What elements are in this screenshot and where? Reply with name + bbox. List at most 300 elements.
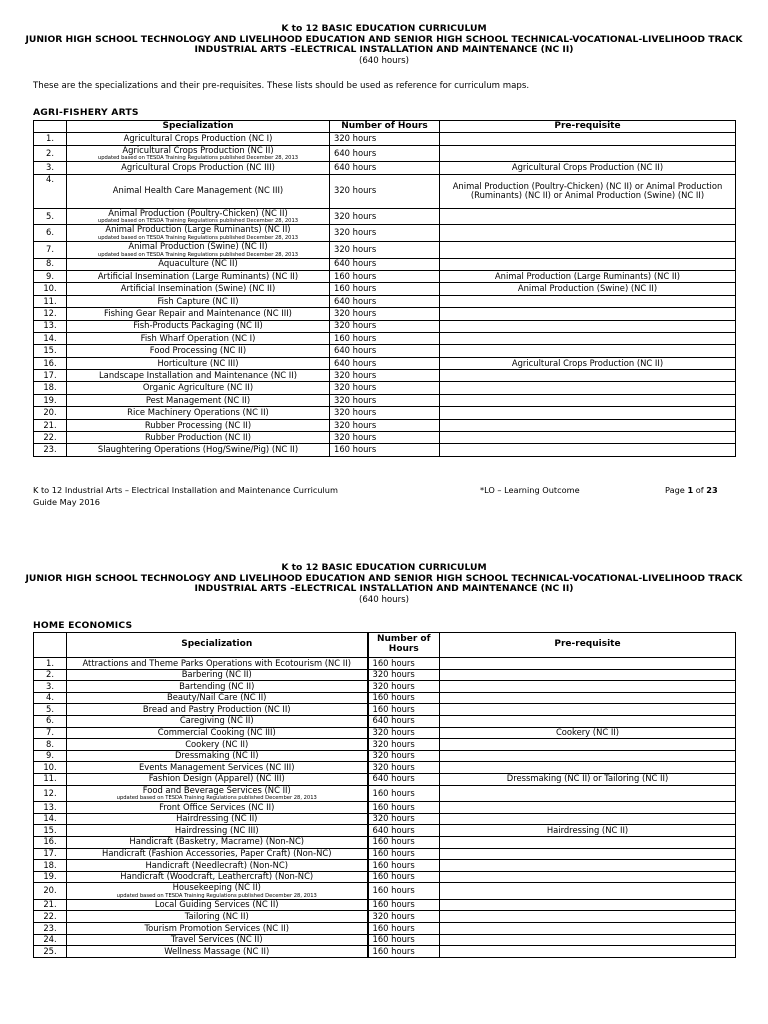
prerequisite-cell [440,658,736,670]
prerequisite-cell [440,419,736,431]
table-row [34,658,736,670]
row-number: 1. [34,658,67,670]
specialization-name: Tailoring (NC II) [184,910,249,921]
intro-text: These are the specializations and their pre-requisites. These lists should be used as reference for curriculum maps. [33,81,530,91]
table-row [34,836,736,848]
prerequisite-cell: Animal Production (Large Ruminants) (NC II) [440,270,736,282]
specialization-cell [67,162,330,174]
prerequisite-cell [440,382,736,394]
specialization-name: Beauty/Nail Care (NC II) [167,692,267,703]
hours-cell: 320 hours [330,382,440,394]
page-total: 23 [706,485,718,495]
page-header [0,0,768,66]
specialization-cell [67,357,330,369]
specialization-name: Food and Beverage Services (NC II) [142,784,291,795]
table-row [34,295,736,307]
hours-cell: 160 hours [368,848,440,860]
table-row [34,241,736,258]
table-row [34,444,736,456]
hours-cell: 160 hours [368,899,440,911]
specialization-cell [67,836,368,848]
specialization-cell [67,750,368,762]
table-row [34,727,736,739]
header-hours: (640 hours) [358,594,409,605]
prerequisite-cell [440,934,736,946]
prerequisite-cell [440,739,736,751]
specialization-cell [67,258,330,270]
prerequisite-cell [440,802,736,814]
header-line-2: JUNIOR HIGH SCHOOL TECHNOLOGY AND LIVELIHOOD EDUCATION AND SENIOR HIGH SCHOOL TECHNICAL-VOCATIONAL-LIVELIHOOD TRACK [25,33,743,45]
page-label: Page [665,485,685,495]
table-row [34,419,736,431]
specialization-name: Commercial Cooking (NC III) [157,727,276,738]
table-row [34,739,736,751]
specialization-cell [67,704,368,716]
specialization-name: Bread and Pastry Production (NC II) [142,703,291,714]
row-number: 3. [34,681,67,693]
row-number: 16. [34,836,67,848]
row-number: 4. [34,692,67,704]
specialization-name: Dressmaking (NC II) [174,750,259,761]
row-number: 14. [34,813,67,825]
hours-cell: 160 hours [330,270,440,282]
prerequisite-cell: Agricultural Crops Production (NC II) [440,357,736,369]
hours-cell: 160 hours [368,860,440,872]
prerequisite-cell [440,241,736,258]
agri-fishery-table [33,120,736,457]
table-row [34,785,736,802]
specialization-cell [67,174,330,208]
hours-cell: 320 hours [330,407,440,419]
table-row [34,946,736,958]
hours-cell: 320 hours [330,370,440,382]
document-page-1 [0,0,768,507]
specialization-name: Caregiving (NC II) [179,715,254,726]
row-number: 18. [34,382,67,394]
specialization-name: Agricultural Crops Production (NC III) [121,162,275,173]
prerequisite-cell [440,225,736,242]
table-row [34,382,736,394]
row-number: 19. [34,871,67,883]
row-number: 5. [34,208,67,225]
row-number: 17. [34,848,67,860]
specialization-cell [67,370,330,382]
prerequisite-cell [440,320,736,332]
hours-cell: 320 hours [368,762,440,774]
row-number: 15. [34,345,67,357]
table-row [34,320,736,332]
table-row [34,308,736,320]
header-line-1: K to 12 BASIC EDUCATION CURRICULUM [281,562,487,573]
hours-cell: 320 hours [330,394,440,406]
specialization-name: Local Guiding Services (NC II) [154,899,279,910]
prerequisite-cell [440,715,736,727]
specialization-name: Attractions and Theme Parks Operations with Ecotourism (NC II) [82,657,352,668]
specialization-cell [67,283,330,295]
row-number: 25. [34,946,67,958]
prerequisite-cell [440,860,736,872]
prerequisite-cell [440,813,736,825]
update-note: updated based on TESDA Training Regulations published December 28, 2013 [97,251,299,258]
specialization-cell [67,802,368,814]
prerequisite-cell [440,946,736,958]
row-number: 10. [34,283,67,295]
row-number: 13. [34,320,67,332]
specialization-name: Fish Wharf Operation (NC I) [140,332,256,343]
table-row [34,432,736,444]
header-line-3: INDUSTRIAL ARTS –ELECTRICAL INSTALLATION AND MAINTENANCE (NC II) [194,583,574,594]
specialization-cell [67,444,330,456]
specialization-name: Travel Services (NC II) [170,934,263,945]
row-number: 14. [34,332,67,344]
row-number: 21. [34,899,67,911]
footer-page-number [665,484,718,496]
prerequisite-cell [440,345,736,357]
table-row [34,208,736,225]
hours-cell: 160 hours [330,283,440,295]
prerequisite-cell [440,432,736,444]
table-row [34,883,736,900]
section-title-agri: AGRI-FISHERY ARTS [33,107,139,118]
table-row [34,813,736,825]
table-row [34,162,736,174]
prerequisite-cell [440,669,736,681]
prerequisite-cell [440,208,736,225]
row-number: 2. [34,669,67,681]
specialization-cell [67,923,368,935]
hours-cell: 160 hours [368,871,440,883]
row-number: 3. [34,162,67,174]
specialization-cell [67,432,330,444]
specialization-cell [67,860,368,872]
specialization-cell [67,208,330,225]
hours-cell: 320 hours [330,174,440,208]
prerequisite-cell [440,681,736,693]
specialization-cell [67,320,330,332]
header-cell-specialization: Specialization [67,633,368,658]
row-number: 12. [34,308,67,320]
specialization-name: Rice Machinery Operations (NC II) [127,407,269,418]
header-line-2: JUNIOR HIGH SCHOOL TECHNOLOGY AND LIVELIHOOD EDUCATION AND SENIOR HIGH SCHOOL TECHNICAL-VOCATIONAL-LIVELIHOOD TRACK [25,572,743,584]
specialization-name: Artificial Insemination (Large Ruminants) (NC II) [97,270,299,281]
prerequisite-cell [440,704,736,716]
prerequisite-cell [440,785,736,802]
specialization-name: Bartending (NC II) [179,680,255,691]
specialization-name: Fashion Design (Apparel) (NC III) [148,773,285,784]
row-number: 10. [34,762,67,774]
hours-cell: 640 hours [330,145,440,162]
table-row [34,715,736,727]
table-row [34,750,736,762]
row-number: 21. [34,419,67,431]
prerequisite-cell [440,923,736,935]
specialization-name: Aquaculture (NC II) [158,258,238,269]
hours-cell: 320 hours [330,133,440,145]
row-number: 15. [34,825,67,837]
prerequisite-cell [440,145,736,162]
row-number: 2. [34,145,67,162]
row-number: 7. [34,727,67,739]
row-number: 23. [34,923,67,935]
hours-cell: 640 hours [330,162,440,174]
specialization-cell [67,419,330,431]
prerequisite-cell: Animal Production (Poultry-Chicken) (NC II) or Animal Production (Ruminants) (NC II) or Animal Production (Swine) (NC II) [440,174,736,208]
row-number: 8. [34,739,67,751]
prerequisite-cell [440,394,736,406]
update-note: updated based on TESDA Training Regulations published December 28, 2013 [116,795,317,802]
specialization-cell [67,692,368,704]
specialization-name: Fish Capture (NC II) [157,295,239,306]
specialization-cell [67,715,368,727]
specialization-cell [67,739,368,751]
prerequisite-cell [440,295,736,307]
row-number: 23. [34,444,67,456]
row-number: 1. [34,133,67,145]
row-number: 9. [34,270,67,282]
header-cell-specialization: Specialization [67,121,330,133]
table-row [34,345,736,357]
prerequisite-cell: Animal Production (Swine) (NC II) [440,283,736,295]
specialization-name: Landscape Installation and Maintenance (NC II) [99,369,297,380]
specialization-cell [67,241,330,258]
specialization-name: Tourism Promotion Services (NC II) [144,922,290,933]
prerequisite-cell [440,883,736,900]
specialization-cell [67,345,330,357]
header-cell-number [34,121,67,133]
header-cell-number [34,633,67,658]
specialization-cell [67,681,368,693]
specialization-cell [67,727,368,739]
row-number: 22. [34,432,67,444]
header-line-1: K to 12 BASIC EDUCATION CURRICULUM [281,23,487,34]
hours-cell: 320 hours [330,308,440,320]
update-note: updated based on TESDA Training Regulations published December 28, 2013 [97,234,299,241]
prerequisite-cell [440,750,736,762]
hours-cell: 160 hours [330,444,440,456]
table-row [34,145,736,162]
prerequisite-cell: Dressmaking (NC II) or Tailoring (NC II) [440,773,736,785]
table-row [34,225,736,242]
specialization-name: Agricultural Crops Production (NC II) [122,144,274,155]
row-number: 11. [34,295,67,307]
specialization-name: Handicraft (Needlecraft) (Non-NC) [145,859,288,870]
hours-cell: 640 hours [368,773,440,785]
hours-cell: 640 hours [330,258,440,270]
row-number: 22. [34,911,67,923]
row-number: 20. [34,407,67,419]
table-row [34,174,736,208]
hours-cell: 320 hours [368,739,440,751]
specialization-name: Handicraft (Basketry, Macrame) (Non-NC) [129,836,305,847]
row-number: 7. [34,241,67,258]
specialization-name: Artificial Insemination (Swine) (NC II) [120,283,276,294]
prerequisite-cell [440,871,736,883]
update-note: updated based on TESDA Training Regulations published December 28, 2013 [97,218,299,225]
specialization-cell [67,225,330,242]
table-row [34,704,736,716]
prerequisite-cell [440,692,736,704]
hours-cell: 160 hours [368,704,440,716]
hours-cell: 160 hours [368,836,440,848]
specialization-name: Animal Production (Swine) (NC II) [128,240,268,251]
page-current: 1 [687,485,694,495]
specialization-name: Pest Management (NC II) [145,394,251,405]
header-cell-prerequisite: Pre-requisite [440,633,736,658]
specialization-name: Horticulture (NC III) [157,357,239,368]
row-number: 20. [34,883,67,900]
row-number: 9. [34,750,67,762]
specialization-cell [67,295,330,307]
hours-cell: 640 hours [330,357,440,369]
hours-cell: 160 hours [368,658,440,670]
specialization-name: Housekeeping (NC II) [172,882,261,893]
table-row [34,802,736,814]
specialization-name: Food Processing (NC II) [149,345,247,356]
specialization-cell [67,785,368,802]
table-row [34,133,736,145]
header-hours: (640 hours) [358,55,409,66]
hours-cell: 160 hours [330,332,440,344]
row-number: 19. [34,394,67,406]
prerequisite-cell: Agricultural Crops Production (NC II) [440,162,736,174]
hours-cell: 320 hours [368,727,440,739]
hours-cell: 160 hours [368,785,440,802]
hours-cell: 320 hours [330,419,440,431]
prerequisite-cell [440,911,736,923]
specialization-cell [67,871,368,883]
table-row [34,270,736,282]
update-note: updated based on TESDA Training Regulations published December 28, 2013 [116,892,317,899]
specialization-cell [67,825,368,837]
specialization-name: Barbering (NC II) [181,669,252,680]
specialization-name: Fish-Products Packaging (NC II) [133,320,263,331]
specialization-cell [67,394,330,406]
specialization-name: Animal Health Care Management (NC III) [112,185,284,196]
table-row [34,871,736,883]
specialization-cell [67,899,368,911]
specialization-cell [67,934,368,946]
prerequisite-cell [440,332,736,344]
specialization-cell [67,332,330,344]
specialization-cell [67,270,330,282]
hours-cell: 640 hours [330,295,440,307]
hours-cell: 320 hours [368,669,440,681]
specialization-name: Events Management Services (NC III) [138,761,295,772]
specialization-name: Slaughtering Operations (Hog/Swine/Pig) (NC II) [97,444,299,455]
specialization-name: Fishing Gear Repair and Maintenance (NC III) [104,308,292,318]
page-of-label: of [695,485,704,495]
table-row [34,283,736,295]
specialization-cell [67,848,368,860]
footer-lo-note: *LO – Learning Outcome [480,485,580,495]
specialization-name: Handicraft (Woodcraft, Leathercraft) (Non-NC) [120,871,314,882]
specialization-name: Animal Production (Large Ruminants) (NC II) [105,224,291,235]
row-number: 12. [34,785,67,802]
table-row [34,692,736,704]
row-number: 4. [34,174,67,208]
specialization-name: Cookery (NC II) [185,738,249,749]
table-row [34,825,736,837]
hours-cell: 160 hours [368,802,440,814]
table-row [34,773,736,785]
prerequisite-cell [440,308,736,320]
home-economics-table [33,632,736,958]
home-table-body [34,658,736,958]
specialization-name: Organic Agriculture (NC II) [142,382,254,393]
hours-cell: 320 hours [330,320,440,332]
specialization-cell [67,669,368,681]
table-row [34,911,736,923]
prerequisite-cell: Cookery (NC II) [440,727,736,739]
hours-cell: 160 hours [368,923,440,935]
prerequisite-cell: Hairdressing (NC II) [440,825,736,837]
specialization-cell [67,773,368,785]
specialization-name: Wellness Massage (NC II) [164,945,270,956]
table-row [34,848,736,860]
hours-cell: 640 hours [368,715,440,727]
footer-guide-title: K to 12 Industrial Arts – Electrical Installation and Maintenance Curriculum Guide May 2016 [33,485,338,507]
hours-cell: 320 hours [368,681,440,693]
specialization-name: Animal Production (Poultry-Chicken) (NC II) [108,207,288,218]
header-cell-prerequisite: Pre-requisite [440,121,736,133]
hours-cell: 640 hours [330,345,440,357]
specialization-cell [67,133,330,145]
hours-cell: 320 hours [330,241,440,258]
table-row [34,407,736,419]
prerequisite-cell [440,370,736,382]
specialization-cell [67,407,330,419]
row-number: 16. [34,357,67,369]
header-line-3: INDUSTRIAL ARTS –ELECTRICAL INSTALLATION AND MAINTENANCE (NC II) [194,44,574,55]
specialization-cell [67,145,330,162]
row-number: 6. [34,715,67,727]
table-row [34,258,736,270]
specialization-cell [67,946,368,958]
update-note: updated based on TESDA Training Regulations published December 28, 2013 [97,155,299,162]
table-row [34,370,736,382]
table-row [34,934,736,946]
hours-cell: 320 hours [330,225,440,242]
prerequisite-cell [440,407,736,419]
document-page-2 [0,560,768,958]
row-number: 17. [34,370,67,382]
row-number: 6. [34,225,67,242]
specialization-name: Hairdressing (NC III) [174,824,259,835]
table-row [34,332,736,344]
table-row [34,357,736,369]
prerequisite-cell [440,848,736,860]
specialization-name: Hairdressing (NC II) [176,813,258,824]
hours-cell: 320 hours [368,813,440,825]
hours-cell: 320 hours [368,750,440,762]
table-row [34,860,736,872]
specialization-name: Rubber Processing (NC II) [144,419,252,430]
hours-cell: 160 hours [368,934,440,946]
prerequisite-cell [440,444,736,456]
row-number: 11. [34,773,67,785]
prerequisite-cell [440,762,736,774]
row-number: 18. [34,860,67,872]
prerequisite-cell [440,258,736,270]
specialization-cell [67,308,330,320]
specialization-name: Agricultural Crops Production (NC I) [123,133,273,144]
agri-table-body [34,133,736,456]
header-cell-hours: Number of Hours [330,121,440,133]
hours-cell: 320 hours [330,432,440,444]
section-title-home-economics: HOME ECONOMICS [33,620,133,631]
prerequisite-cell [440,899,736,911]
hours-cell: 320 hours [330,208,440,225]
